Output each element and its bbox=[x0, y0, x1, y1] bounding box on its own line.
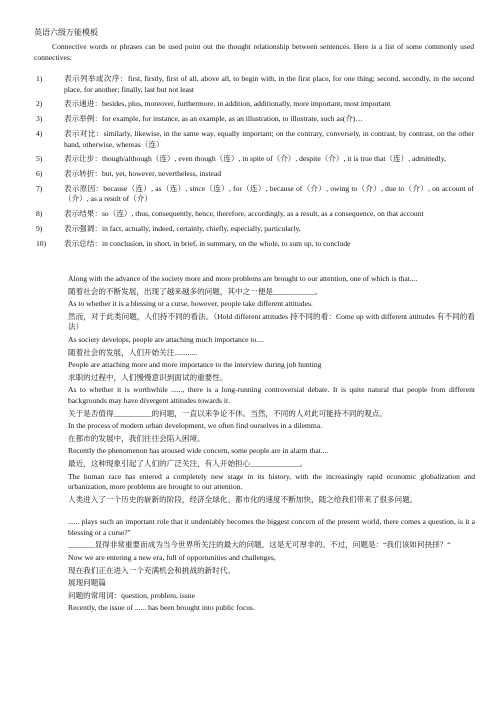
sentence-en: Now we are entering a new era, full of opportunities and challenges, bbox=[68, 553, 276, 563]
item-text: 表示强调：in fact, actually, indeed, certainly, chiefly, especially, particularly, bbox=[64, 224, 301, 234]
sentence-zh: 现在我们正在进入一个充满机会和挑战的新时代。 bbox=[68, 565, 236, 575]
list-item bbox=[34, 129, 474, 150]
sentence-zh: 随着社会的发展，人们开始关注............ bbox=[68, 347, 198, 357]
intro-paragraph bbox=[34, 42, 474, 63]
example-sentence: Recently, the issue of ...... has been brought into public focus. bbox=[68, 603, 255, 613]
sentence-zh: 最近，这种现象引起了人们的广泛关注，有人开始担心_____________。 bbox=[68, 458, 308, 468]
item-text: 表示转折：but, yet, however, nevertheless, instead bbox=[64, 169, 222, 179]
list-item bbox=[34, 224, 474, 235]
template-sentences bbox=[68, 274, 475, 616]
connective-list bbox=[34, 74, 474, 254]
sentence-zh: _______显得非常重要而成为当今世界所关注的最大的问题，这是无可厚非的。不过，问题是：“我们该如何抉择？“ bbox=[68, 540, 451, 550]
list-item bbox=[34, 169, 474, 180]
sentence-en: Along with the advance of the society more and more problems are brought to our attention, one of which is that.... bbox=[68, 274, 418, 283]
list-item bbox=[34, 239, 474, 250]
item-number: 10) bbox=[36, 238, 47, 248]
sentence-en: Recently the phenomenon has aroused wide concern, some people are in alarm that.... bbox=[68, 446, 329, 456]
sentence-en: As to whether it is a blessing or a curse, however, people take different attitudes. bbox=[68, 299, 313, 309]
sentence-en: The human race has entered a completely new stage in its history, with the increasingly rapid economic globalization and urbanization, more problems are brought to our attention. bbox=[68, 471, 475, 492]
item-text: 表示总结：in conclusion, in short, in brief, in summary, on the whole, to sum up, to conclude bbox=[64, 238, 351, 248]
sentence-en: ...... plays such an important role that it undeniably becomes the biggest concern of the present world, there comes a question, is it a blessing or a curse?" bbox=[68, 517, 475, 537]
item-number: 3) bbox=[36, 114, 43, 124]
item-text: 表示原因：because（连）, as（连）, since（连）, for（连）, because of（介）, owing to（介）, due to（介）, on account of（介）, as a result of（介） bbox=[64, 183, 474, 204]
item-number: 6) bbox=[36, 169, 43, 179]
item-number: 9) bbox=[36, 224, 43, 234]
document-title: 英语六级万能模板 bbox=[34, 28, 98, 37]
intro-text: Connective words or phrases can be used point out the thought relationship between sentences. Here is a list of some commonly used connectives: bbox=[34, 42, 474, 62]
item-number: 2) bbox=[36, 99, 43, 109]
item-number: 8) bbox=[36, 209, 43, 219]
list-item bbox=[34, 114, 474, 125]
item-number: 4) bbox=[36, 128, 43, 138]
sentence-en: People are attaching more and more importance to the interview during job hunting bbox=[68, 360, 322, 370]
sentence-en: In the process of modern urban development, we often find ourselves in a dilemma. bbox=[68, 421, 323, 431]
sentence-zh: 人类进入了一个历史的崭新的阶段，经济全球化、都市化的速度不断加快，随之给我们带来了很多问题。 bbox=[68, 494, 418, 504]
list-item bbox=[34, 74, 474, 95]
sentence-zh: 随着社会的不断发展，出现了越来越多的问题，其中之一便是___________。 bbox=[68, 286, 323, 296]
list-item bbox=[34, 209, 474, 220]
sentence-zh: 在都市的发展中，我们往往会陷入困境。 bbox=[68, 433, 205, 443]
sentence-zh: 然而，对于此类问题，人们持不同的看法。（Hold different attitudes 持不同的看：Come up with different attitudes 有不同的看法） bbox=[68, 311, 475, 332]
item-text: 表示结果：so（连）, thus, consequently, hence, therefore, accordingly, as a result, as a consequence, on that account bbox=[64, 209, 424, 219]
list-item bbox=[34, 184, 474, 205]
sentence-en: As society develops, people are attaching much importance to.... bbox=[68, 334, 264, 344]
sentence-en: As to whether it is worthwhile ......, there is a long-running controversial debate. It is quite natural that people from different backgrounds may have divergent attitudes towards it. bbox=[68, 385, 475, 405]
item-number: 5) bbox=[36, 154, 43, 164]
sentence-zh: 求职的过程中，人们慢慢意识到面试的重要性。 bbox=[68, 372, 228, 382]
item-text: 表示举例：for example, for instance, as an example, as an illustration, to illustrate, such as(介)… bbox=[64, 114, 364, 124]
list-item bbox=[34, 99, 474, 110]
item-number: 1) bbox=[36, 74, 43, 83]
sentence-zh: 关于是否值得__________的问题，一直以来争论不休。当然，不同的人对此可能持不同的观点。 bbox=[68, 408, 387, 418]
section-heading: 展现问题篇 bbox=[68, 578, 106, 588]
keywords-line: 问题的常用词：question, problem, issue bbox=[68, 590, 195, 600]
item-text: 表示递进：besides, plus, moreover, furthermore, in addition, additionally, more important, most important bbox=[64, 99, 391, 109]
list-item bbox=[34, 154, 474, 165]
item-text: 表示列举或次序：first, firstly, first of all, above all, to begin with, in the first place, for one thing; second, secondly, in the second place, for another; finally, last but not least bbox=[64, 74, 474, 94]
item-text: 表示让步：though/although（连）, even though（连）, in spite of（介）, despite（介）, it is true that（连）, admittedly, bbox=[64, 154, 446, 164]
item-text: 表示对比：similarly, likewise, in the same way, equally important; on the contrary, conversely, in contrast, by contrast, on the other hand, otherwise, whereas（连） bbox=[64, 128, 474, 149]
item-number: 7) bbox=[36, 183, 43, 193]
